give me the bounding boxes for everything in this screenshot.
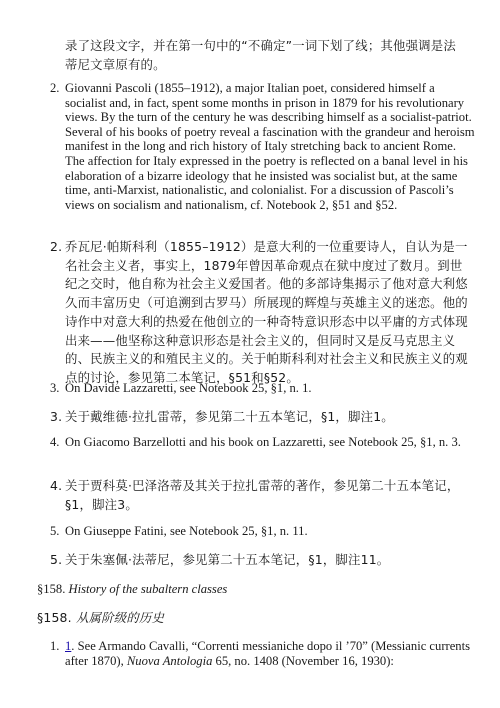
note-number: 4.: [50, 478, 63, 493]
note-number: 5.: [50, 524, 60, 538]
note-text: Giovanni Pascoli (1855–1912), a major Italian poet, considered himself a socialist and, in fact, spent some months in prison in 1879 for his revolutionary views. By the turn of the century he was describing himself as a socialist-patriot. Several of his books of poetry reveal a fascination with the grandeur and heroism manifest in the long and rich history of Italy stretching back to ancient Rome. The affection for Italy expressed in the poetry is reflected on a banal level in his elaboration of a bizarre ideology that he insisted was socialist but, at the same time, anti-Marxist, nationalistic, and colonialist. For a discussion of Pascoli’s views on socialism and nationalism, cf. Notebook 2, §51 and §52.: [65, 81, 475, 212]
note-text: 乔瓦尼·帕斯科利（1855–1912）是意大利的一位重要诗人，自认为是一名社会主义者，事实上，1879年曾因革命观点在狱中度过了数月。到世纪之交时，他自称为社会主义爱国者。他的多部诗集揭示了他对意大利悠久而丰富历史（可追溯到古罗马）所展现的辉煌与英雄主义的迷恋。他的诗作中对意大利的热爱在他创立的一种奇特意识形态中以平庸的方式体现出来——他坚称这种意识形态是社会主义的，但同时又是反马克思主义的、民族主义的和殖民主义的。关于帕斯科利对社会主义和民族主义的观点的讨论，参见第二本笔记，§51和§52。: [65, 239, 468, 385]
note-text: 关于朱塞佩·法蒂尼，参见第二十五本笔记，§1，脚注11。: [65, 552, 390, 567]
note-text: 关于戴维德·拉扎雷蒂，参见第二十五本笔记，§1，脚注1。: [65, 409, 394, 424]
note-2-zh: [50, 238, 475, 388]
section-title: History of the subaltern classes: [68, 582, 228, 596]
note-5-en: [50, 524, 475, 539]
note-number: 2.: [50, 81, 60, 95]
footnote-backlink[interactable]: 1: [65, 639, 72, 653]
note-5-zh: [50, 551, 475, 570]
note-4-en: [50, 435, 475, 450]
note-2-en: [50, 81, 475, 212]
note-number: 3.: [50, 409, 63, 424]
footnote-text-b: 65, no. 1408 (November 16, 1930):: [212, 653, 394, 668]
section-heading-en: [37, 582, 467, 597]
note-text: 关于贾科莫·巴泽洛蒂及其关于拉扎雷蒂的著作，参见第二十五本笔记，§1，脚注3。: [65, 478, 460, 512]
section-number: §158.: [37, 610, 72, 625]
note-text: On Davide Lazzaretti, see Notebook 25, §1, n. 1.: [65, 381, 312, 395]
footnote-number: 1.: [50, 639, 60, 653]
note-text: On Giuseppe Fatini, see Notebook 25, §1, n. 11.: [65, 524, 308, 538]
note-3-en: [50, 381, 475, 396]
intro-paragraph: 录了这段文字，并在第一句中的“不确定”一词下划了线；其他强调是法蒂尼文章原有的。: [65, 38, 456, 72]
section-title: 从属阶级的历史: [75, 610, 165, 625]
note-3-zh: [50, 408, 475, 427]
footnote-text-a: . See Armando Cavalli, “Correnti messianiche dopo il ’70” (Messianic currents after 1870),: [65, 639, 470, 668]
footnote-text: [65, 639, 475, 668]
section-number: §158.: [37, 582, 66, 596]
note-number: 4.: [50, 435, 60, 449]
note-number: 2.: [50, 239, 63, 254]
note-number: 5.: [50, 552, 63, 567]
footnote-1: [50, 639, 475, 668]
journal-title: Nuova Antologia: [126, 653, 213, 668]
section-heading-zh: [37, 609, 467, 628]
note-text: On Giacomo Barzellotti and his book on Lazzaretti, see Notebook 25, §1, n. 3.: [65, 435, 461, 449]
note-number: 3.: [50, 381, 60, 395]
note-4-zh: [50, 477, 475, 514]
